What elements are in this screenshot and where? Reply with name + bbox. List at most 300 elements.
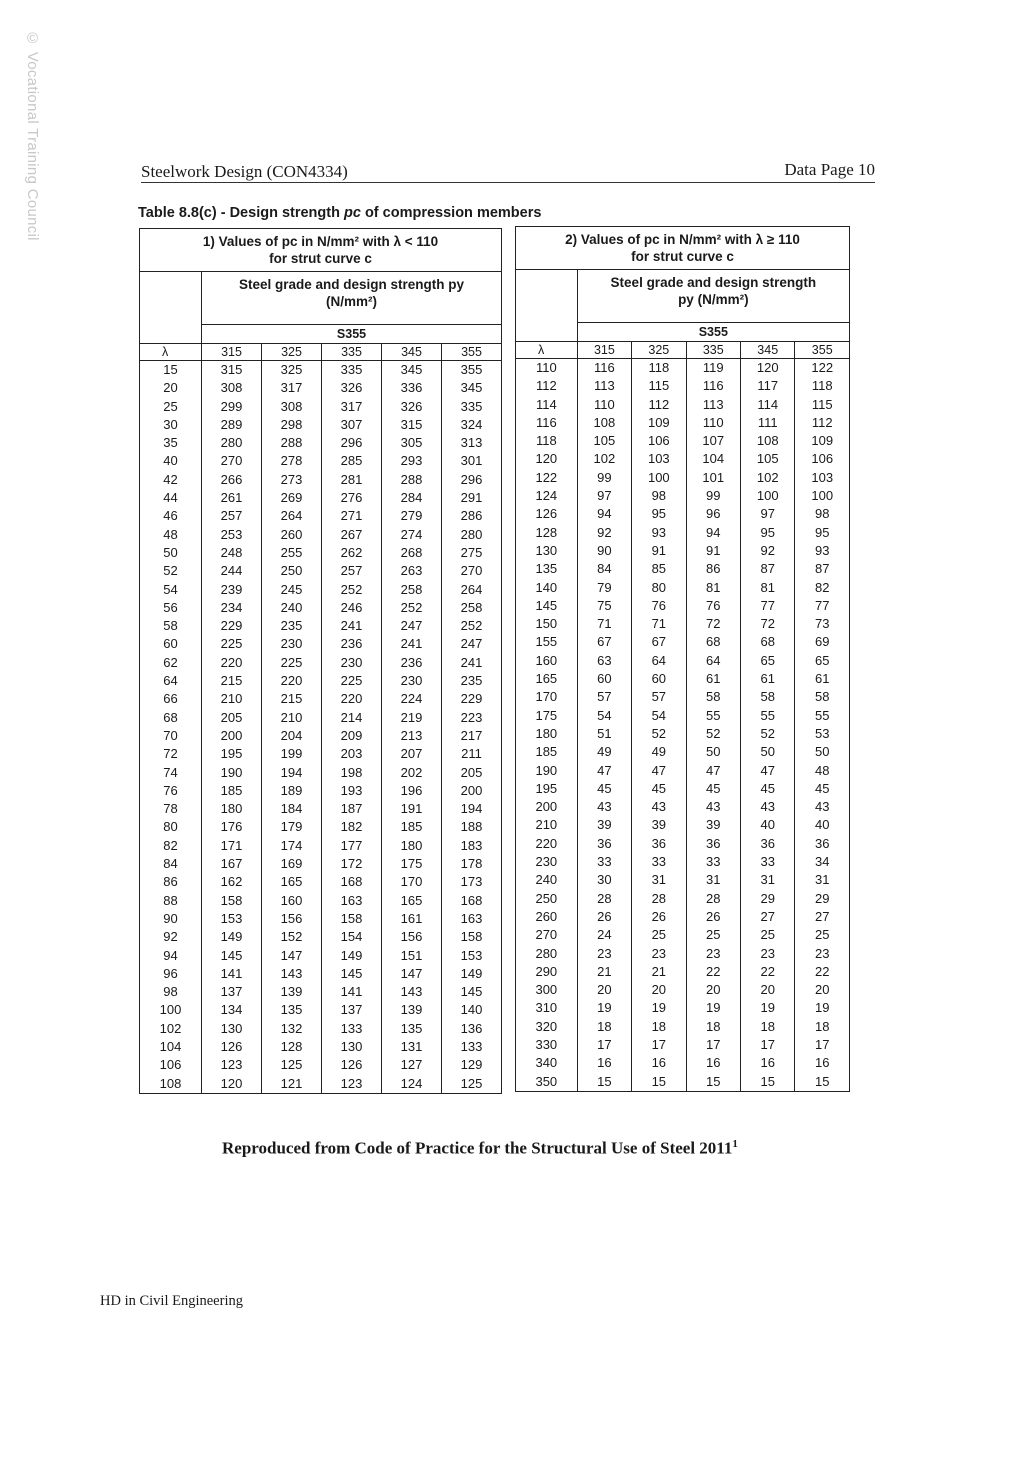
table-row (516, 469, 850, 487)
pc-value-cell: 100 (795, 487, 850, 505)
pc-value-cell: 264 (262, 507, 322, 525)
pc-value-cell: 43 (795, 798, 850, 816)
pc-value-cell: 112 (795, 414, 850, 432)
pc-value-cell: 266 (202, 471, 262, 489)
pc-value-cell: 47 (632, 762, 686, 780)
table2-title-line2: for strut curve c (631, 249, 734, 264)
pc-value-cell: 273 (262, 471, 322, 489)
pc-value-cell: 301 (442, 452, 502, 470)
table-row (140, 434, 502, 452)
lambda-cell: 70 (163, 727, 178, 743)
pc-value-cell: 267 (322, 526, 382, 544)
pc-value-cell: 250 (262, 562, 322, 580)
pc-value-cell: 178 (442, 855, 502, 873)
table2-subtitle (577, 270, 849, 323)
pc-value-cell: 326 (322, 379, 382, 397)
pc-value-cell: 60 (577, 670, 631, 688)
pc-value-cell: 209 (322, 727, 382, 745)
pc-value-cell: 151 (382, 947, 442, 965)
table-row (140, 947, 502, 965)
table-row (140, 452, 502, 470)
pc-value-cell: 84 (577, 560, 631, 578)
pc-value-cell: 98 (795, 505, 850, 523)
pc-value-cell: 269 (262, 489, 322, 507)
pc-value-cell: 97 (741, 505, 795, 523)
table2-title (516, 227, 850, 270)
pc-value-cell: 325 (262, 361, 322, 380)
lambda-cell: 60 (163, 636, 178, 652)
lambda-cell: 52 (163, 563, 178, 579)
pc-value-cell: 158 (322, 910, 382, 928)
pc-value-cell: 43 (741, 798, 795, 816)
pc-value-cell: 336 (382, 379, 442, 397)
column-header-py: 345 (741, 342, 795, 359)
pc-value-cell: 52 (741, 725, 795, 743)
pc-value-cell: 317 (322, 398, 382, 416)
lambda-cell: 66 (163, 691, 178, 707)
pc-value-cell: 199 (262, 745, 322, 763)
pc-value-cell: 82 (795, 579, 850, 597)
pc-value-cell: 15 (686, 1073, 740, 1092)
pc-value-cell: 26 (632, 908, 686, 926)
column-header-py: 355 (795, 342, 850, 359)
table-row (140, 526, 502, 544)
pc-value-cell: 65 (741, 652, 795, 670)
pc-value-cell: 235 (442, 672, 502, 690)
column-header-py: 335 (322, 344, 382, 361)
pc-value-cell: 19 (741, 999, 795, 1017)
pc-value-cell: 190 (202, 764, 262, 782)
table-row (140, 379, 502, 397)
pc-value-cell: 16 (632, 1054, 686, 1072)
lambda-cell: 195 (535, 780, 558, 796)
table1-grade: S355 (202, 325, 502, 344)
pc-value-cell: 126 (202, 1038, 262, 1056)
pc-value-cell: 168 (442, 892, 502, 910)
pc-value-cell: 229 (202, 617, 262, 635)
table-row (140, 544, 502, 562)
table2-rows (516, 359, 850, 1092)
pc-value-cell: 154 (322, 928, 382, 946)
lambda-cell: 160 (535, 652, 558, 668)
pc-value-cell: 185 (202, 782, 262, 800)
table-row (516, 835, 850, 853)
pc-value-cell: 20 (741, 981, 795, 999)
pc-value-cell: 279 (382, 507, 442, 525)
pc-value-cell: 110 (686, 414, 740, 432)
pc-value-cell: 17 (686, 1036, 740, 1054)
pc-value-cell: 18 (632, 1018, 686, 1036)
pc-value-cell: 196 (382, 782, 442, 800)
pc-value-cell: 224 (382, 690, 442, 708)
pc-value-cell: 69 (795, 633, 850, 651)
pc-value-cell: 22 (686, 963, 740, 981)
pc-value-cell: 77 (795, 597, 850, 615)
lambda-cell: 50 (163, 544, 178, 560)
column-header-py: 335 (686, 342, 740, 359)
pc-value-cell: 19 (686, 999, 740, 1017)
table-row (140, 1020, 502, 1038)
pc-value-cell: 280 (202, 434, 262, 452)
pc-value-cell: 51 (577, 725, 631, 743)
pc-value-cell: 219 (382, 709, 442, 727)
pc-value-cell: 149 (322, 947, 382, 965)
lambda-cell: 62 (163, 654, 178, 670)
pc-value-cell: 169 (262, 855, 322, 873)
pc-value-cell: 18 (795, 1018, 850, 1036)
table1-sub-line1: Steel grade and design strength py (239, 277, 465, 292)
pc-value-cell: 101 (686, 469, 740, 487)
table-row (140, 1038, 502, 1056)
table-row (516, 945, 850, 963)
pc-value-cell: 61 (741, 670, 795, 688)
pc-value-cell: 24 (577, 926, 631, 944)
pc-value-cell: 289 (202, 416, 262, 434)
lambda-cell: 128 (535, 524, 558, 540)
table2-sub-line2: py (N/mm²) (678, 292, 749, 307)
pc-value-cell: 23 (795, 945, 850, 963)
pc-value-cell: 117 (741, 377, 795, 395)
pc-value-cell: 26 (686, 908, 740, 926)
pc-value-cell: 211 (442, 745, 502, 763)
pc-value-cell: 55 (795, 707, 850, 725)
table1-title-line1: 1) Values of pc in N/mm² with λ < 110 (202, 234, 439, 249)
lambda-cell: 90 (163, 910, 178, 926)
pc-value-cell: 241 (322, 617, 382, 635)
lambda-cell: 350 (535, 1073, 558, 1089)
pc-value-cell: 200 (202, 727, 262, 745)
pc-value-cell: 315 (202, 361, 262, 380)
pc-value-cell: 137 (322, 1001, 382, 1019)
lambda-cell: 15 (140, 361, 202, 380)
pc-value-cell: 285 (322, 452, 382, 470)
pc-value-cell: 244 (202, 562, 262, 580)
pc-value-cell: 260 (262, 526, 322, 544)
column-header-py: 325 (262, 344, 322, 361)
pc-value-cell: 271 (322, 507, 382, 525)
pc-value-cell: 136 (442, 1020, 502, 1038)
pc-value-cell: 105 (741, 450, 795, 468)
lambda-cell: 102 (159, 1020, 182, 1036)
column-header-py: 325 (632, 342, 686, 359)
pc-value-cell: 61 (686, 670, 740, 688)
page-header (141, 160, 875, 183)
lambda-cell: 185 (535, 744, 558, 760)
page-number: Data Page 10 (784, 160, 875, 179)
pc-value-cell: 85 (632, 560, 686, 578)
lambda-cell: 116 (535, 414, 557, 430)
pc-value-cell: 50 (686, 743, 740, 761)
table-row (516, 816, 850, 834)
pc-value-cell: 39 (686, 816, 740, 834)
pc-value-cell: 19 (632, 999, 686, 1017)
pc-value-cell: 268 (382, 544, 442, 562)
pc-value-cell: 71 (632, 615, 686, 633)
pc-value-cell: 133 (442, 1038, 502, 1056)
lambda-cell: 150 (535, 616, 558, 632)
pc-value-cell: 15 (741, 1073, 795, 1092)
pc-value-cell: 76 (632, 597, 686, 615)
pc-value-cell: 65 (795, 652, 850, 670)
pc-value-cell: 257 (322, 562, 382, 580)
pc-value-cell: 26 (577, 908, 631, 926)
pc-value-cell: 187 (322, 800, 382, 818)
lambda-cell: 320 (535, 1018, 558, 1034)
pc-value-cell: 230 (262, 635, 322, 653)
lambda-cell: 220 (535, 835, 558, 851)
course-title: Steelwork Design (CON4334) (141, 162, 348, 181)
pc-value-cell: 335 (442, 398, 502, 416)
pc-value-cell: 308 (262, 398, 322, 416)
pc-value-cell: 141 (202, 965, 262, 983)
pc-value-cell: 134 (202, 1001, 262, 1019)
table-row (516, 1036, 850, 1054)
pc-value-cell: 120 (202, 1075, 262, 1094)
pc-value-cell: 40 (741, 816, 795, 834)
pc-value-cell: 92 (741, 542, 795, 560)
pc-value-cell: 288 (262, 434, 322, 452)
lambda-cell: 340 (535, 1055, 558, 1071)
table-row (140, 654, 502, 672)
lambda-cell: 68 (163, 709, 178, 725)
pc-value-cell: 135 (382, 1020, 442, 1038)
pc-value-cell: 171 (202, 837, 262, 855)
table-row (140, 782, 502, 800)
pc-value-cell: 33 (632, 853, 686, 871)
pc-value-cell: 67 (632, 633, 686, 651)
pc-value-cell: 153 (202, 910, 262, 928)
pc-value-cell: 99 (577, 469, 631, 487)
pc-value-cell: 135 (262, 1001, 322, 1019)
table-row (140, 672, 502, 690)
pc-value-cell: 286 (442, 507, 502, 525)
pc-value-cell: 143 (262, 965, 322, 983)
table-row (140, 818, 502, 836)
pc-value-cell: 156 (262, 910, 322, 928)
pc-value-cell: 67 (577, 633, 631, 651)
pc-value-cell: 200 (442, 782, 502, 800)
pc-value-cell: 165 (382, 892, 442, 910)
lambda-cell: 86 (163, 874, 178, 890)
pc-value-cell: 20 (686, 981, 740, 999)
pc-value-cell: 174 (262, 837, 322, 855)
pc-value-cell: 16 (795, 1054, 850, 1072)
pc-value-cell: 25 (741, 926, 795, 944)
pc-value-cell: 234 (202, 599, 262, 617)
watermark: © Vocational Training Council (24, 30, 41, 241)
pc-value-cell: 16 (577, 1054, 631, 1072)
table-row (140, 562, 502, 580)
pc-value-cell: 68 (686, 633, 740, 651)
pc-value-cell: 81 (741, 579, 795, 597)
lambda-cell: 76 (163, 782, 178, 798)
pc-value-cell: 15 (632, 1073, 686, 1092)
table2-title-line1: 2) Values of pc in N/mm² with λ ≥ 110 (565, 232, 800, 247)
lambda-cell: 30 (163, 416, 178, 432)
table-row (140, 471, 502, 489)
lambda-cell: 300 (535, 982, 558, 998)
pc-value-cell: 147 (382, 965, 442, 983)
table-row (140, 690, 502, 708)
table-row (140, 416, 502, 434)
pc-value-cell: 57 (577, 688, 631, 706)
pc-value-cell: 275 (442, 544, 502, 562)
pc-value-cell: 114 (741, 396, 795, 414)
pc-value-cell: 54 (577, 707, 631, 725)
pc-value-cell: 127 (382, 1056, 442, 1074)
pc-value-cell: 64 (632, 652, 686, 670)
pc-value-cell: 215 (202, 672, 262, 690)
table1-column-headers (140, 344, 502, 361)
pc-value-cell: 308 (202, 379, 262, 397)
lambda-cell: 110 (516, 359, 578, 378)
table-row (140, 727, 502, 745)
pc-value-cell: 241 (382, 635, 442, 653)
pc-value-cell: 229 (442, 690, 502, 708)
lambda-cell: 58 (163, 618, 178, 634)
pc-value-cell: 100 (632, 469, 686, 487)
lambda-cell: 40 (163, 453, 178, 469)
table-row (516, 981, 850, 999)
pc-value-cell: 20 (577, 981, 631, 999)
pc-value-cell: 131 (382, 1038, 442, 1056)
pc-value-cell: 58 (795, 688, 850, 706)
pc-value-cell: 36 (795, 835, 850, 853)
pc-value-cell: 45 (577, 780, 631, 798)
lambda-cell: 145 (535, 597, 558, 613)
lambda-cell: 135 (535, 561, 558, 577)
pc-value-cell: 128 (262, 1038, 322, 1056)
table1-subtitle (202, 272, 502, 325)
pc-value-cell: 28 (577, 890, 631, 908)
pc-value-cell: 149 (442, 965, 502, 983)
pc-value-cell: 92 (577, 524, 631, 542)
pc-value-cell: 167 (202, 855, 262, 873)
table-row (516, 890, 850, 908)
table-row (140, 507, 502, 525)
table-row (516, 762, 850, 780)
table-row (140, 892, 502, 910)
pc-value-cell: 63 (577, 652, 631, 670)
pc-value-cell: 276 (322, 489, 382, 507)
pc-value-cell: 215 (262, 690, 322, 708)
pc-value-cell: 133 (322, 1020, 382, 1038)
lambda-cell: 98 (163, 984, 178, 1000)
lambda-cell: 56 (163, 599, 178, 615)
pc-value-cell: 122 (795, 359, 850, 378)
pc-value-cell: 247 (442, 635, 502, 653)
table-row (516, 725, 850, 743)
pc-value-cell: 94 (577, 505, 631, 523)
lambda-cell: 46 (163, 508, 178, 524)
pc-value-cell: 15 (795, 1073, 850, 1092)
pc-value-cell: 137 (202, 983, 262, 1001)
pc-value-cell: 274 (382, 526, 442, 544)
table-row (516, 707, 850, 725)
source-note-text: Reproduced from Code of Practice for the Structural Use of Steel 2011 (222, 1138, 733, 1158)
pc-value-cell: 18 (741, 1018, 795, 1036)
pc-value-cell: 36 (741, 835, 795, 853)
pc-value-cell: 207 (382, 745, 442, 763)
pc-value-cell: 29 (741, 890, 795, 908)
pc-value-cell: 75 (577, 597, 631, 615)
lambda-cell: 54 (163, 581, 178, 597)
pc-value-cell: 355 (442, 361, 502, 380)
table-row (140, 873, 502, 891)
pc-value-cell: 45 (741, 780, 795, 798)
pc-value-cell: 27 (741, 908, 795, 926)
pc-value-cell: 43 (577, 798, 631, 816)
lambda-cell: 88 (163, 892, 178, 908)
pc-value-cell: 17 (632, 1036, 686, 1054)
table-row (516, 414, 850, 432)
pc-value-cell: 105 (577, 432, 631, 450)
pc-value-cell: 93 (632, 524, 686, 542)
pc-value-cell: 36 (632, 835, 686, 853)
table-row (140, 800, 502, 818)
pc-value-cell: 31 (632, 871, 686, 889)
pc-value-cell: 102 (741, 469, 795, 487)
pc-value-cell: 158 (442, 928, 502, 946)
lambda-cell: 190 (535, 762, 558, 778)
table-row (140, 983, 502, 1001)
pc-value-cell: 36 (577, 835, 631, 853)
table-row (516, 487, 850, 505)
pc-value-cell: 298 (262, 416, 322, 434)
pc-value-cell: 213 (382, 727, 442, 745)
pc-value-cell: 22 (795, 963, 850, 981)
table-row (140, 764, 502, 782)
lambda-cell: 126 (535, 506, 558, 522)
lambda-cell: 106 (159, 1057, 182, 1073)
pc-value-cell: 45 (686, 780, 740, 798)
pc-value-cell: 255 (262, 544, 322, 562)
pc-value-cell: 180 (202, 800, 262, 818)
lambda-cell: 20 (163, 380, 178, 396)
table-row (516, 743, 850, 761)
pc-value-cell: 27 (795, 908, 850, 926)
pc-value-cell: 261 (202, 489, 262, 507)
pc-value-cell: 107 (686, 432, 740, 450)
pc-value-cell: 225 (322, 672, 382, 690)
pc-value-cell: 217 (442, 727, 502, 745)
table-row (140, 581, 502, 599)
pc-value-cell: 47 (686, 762, 740, 780)
pc-value-cell: 299 (202, 398, 262, 416)
pc-value-cell: 153 (442, 947, 502, 965)
pc-value-cell: 152 (262, 928, 322, 946)
pc-value-cell: 90 (577, 542, 631, 560)
lambda-cell: 80 (163, 819, 178, 835)
pc-value-cell: 22 (741, 963, 795, 981)
pc-value-cell: 158 (202, 892, 262, 910)
lambda-cell: 44 (163, 490, 178, 506)
pc-value-cell: 29 (795, 890, 850, 908)
pc-value-cell: 278 (262, 452, 322, 470)
lambda-cell: 42 (163, 471, 178, 487)
pc-value-cell: 270 (202, 452, 262, 470)
pc-value-cell: 73 (795, 615, 850, 633)
table-row (516, 633, 850, 651)
table-row (516, 780, 850, 798)
pc-value-cell: 19 (577, 999, 631, 1017)
table1-title-line2: for strut curve c (269, 251, 372, 266)
pc-value-cell: 119 (686, 359, 740, 378)
pc-value-cell: 230 (322, 654, 382, 672)
caption-symbol: pc (344, 205, 361, 221)
pc-value-cell: 123 (202, 1056, 262, 1074)
lambda-cell: 230 (535, 854, 558, 870)
